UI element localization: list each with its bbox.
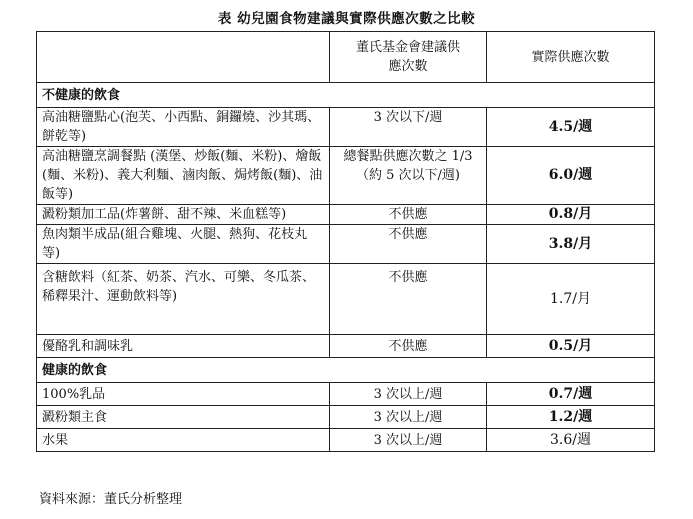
table-row <box>37 264 655 335</box>
section-label: 不健康的飲食 <box>37 83 655 108</box>
actual-cell: 1.7/月 <box>487 264 655 335</box>
suggested-cell: 3 次以上/週 <box>330 383 487 406</box>
section-row-healthy <box>37 358 655 383</box>
actual-cell: 3.6/週 <box>487 429 655 452</box>
table-row <box>37 147 655 205</box>
item-cell: 高油糖鹽烹調餐點 (漢堡、炒飯(麵、米粉)、燴飯(麵、米粉)、義大利麵、滷肉飯、焗烤飯(麵)、油飯等) <box>37 147 330 205</box>
item-cell: 魚肉類半成品(組合雞塊、火腿、熱狗、花枝丸等) <box>37 225 330 264</box>
suggested-cell: 不供應 <box>330 335 487 358</box>
actual-cell: 3.8/月 <box>487 225 655 264</box>
item-cell: 澱粉類主食 <box>37 406 330 429</box>
table-row <box>37 406 655 429</box>
item-cell: 高油糖鹽點心(泡芙、小西點、銅鑼燒、沙其瑪、餅乾等) <box>37 108 330 147</box>
actual-cell: 0.8/月 <box>487 205 655 225</box>
item-cell: 100%乳品 <box>37 383 330 406</box>
table-row <box>37 108 655 147</box>
table-row <box>37 383 655 406</box>
suggested-cell: 不供應 <box>330 225 487 264</box>
item-cell: 水果 <box>37 429 330 452</box>
actual-cell: 0.7/週 <box>487 383 655 406</box>
actual-cell: 0.5/月 <box>487 335 655 358</box>
table-row <box>37 225 655 264</box>
item-cell: 優酪乳和調味乳 <box>37 335 330 358</box>
section-row-unhealthy <box>37 83 655 108</box>
source-note: 資料來源：董氏分析整理 <box>39 492 183 507</box>
table-row <box>37 335 655 358</box>
actual-cell: 1.2/週 <box>487 406 655 429</box>
actual-cell: 6.0/週 <box>487 147 655 205</box>
header-item <box>37 32 330 83</box>
table-row <box>37 205 655 225</box>
comparison-table <box>36 31 655 452</box>
table-row <box>37 429 655 452</box>
header-actual: 實際供應次數 <box>487 32 655 83</box>
suggested-cell: 不供應 <box>330 264 487 335</box>
table-title: 表 幼兒園食物建議與實際供應次數之比較 <box>217 11 476 27</box>
suggested-cell: 3 次以上/週 <box>330 406 487 429</box>
suggested-cell: 總餐點供應次數之 1/3（約 5 次以下/週) <box>330 147 487 205</box>
item-cell: 澱粉類加工品(炸薯餅、甜不辣、米血糕等) <box>37 205 330 225</box>
header-suggested: 董氏基金會建議供應次數 <box>330 32 487 83</box>
item-cell: 含糖飲料（紅茶、奶茶、汽水、可樂、冬瓜茶、稀釋果汁、運動飲料等) <box>37 264 330 335</box>
actual-cell: 4.5/週 <box>487 108 655 147</box>
suggested-cell: 3 次以上/週 <box>330 429 487 452</box>
suggested-cell: 3 次以下/週 <box>330 108 487 147</box>
suggested-cell: 不供應 <box>330 205 487 225</box>
section-label: 健康的飲食 <box>37 358 655 383</box>
table-header-row <box>37 32 655 83</box>
